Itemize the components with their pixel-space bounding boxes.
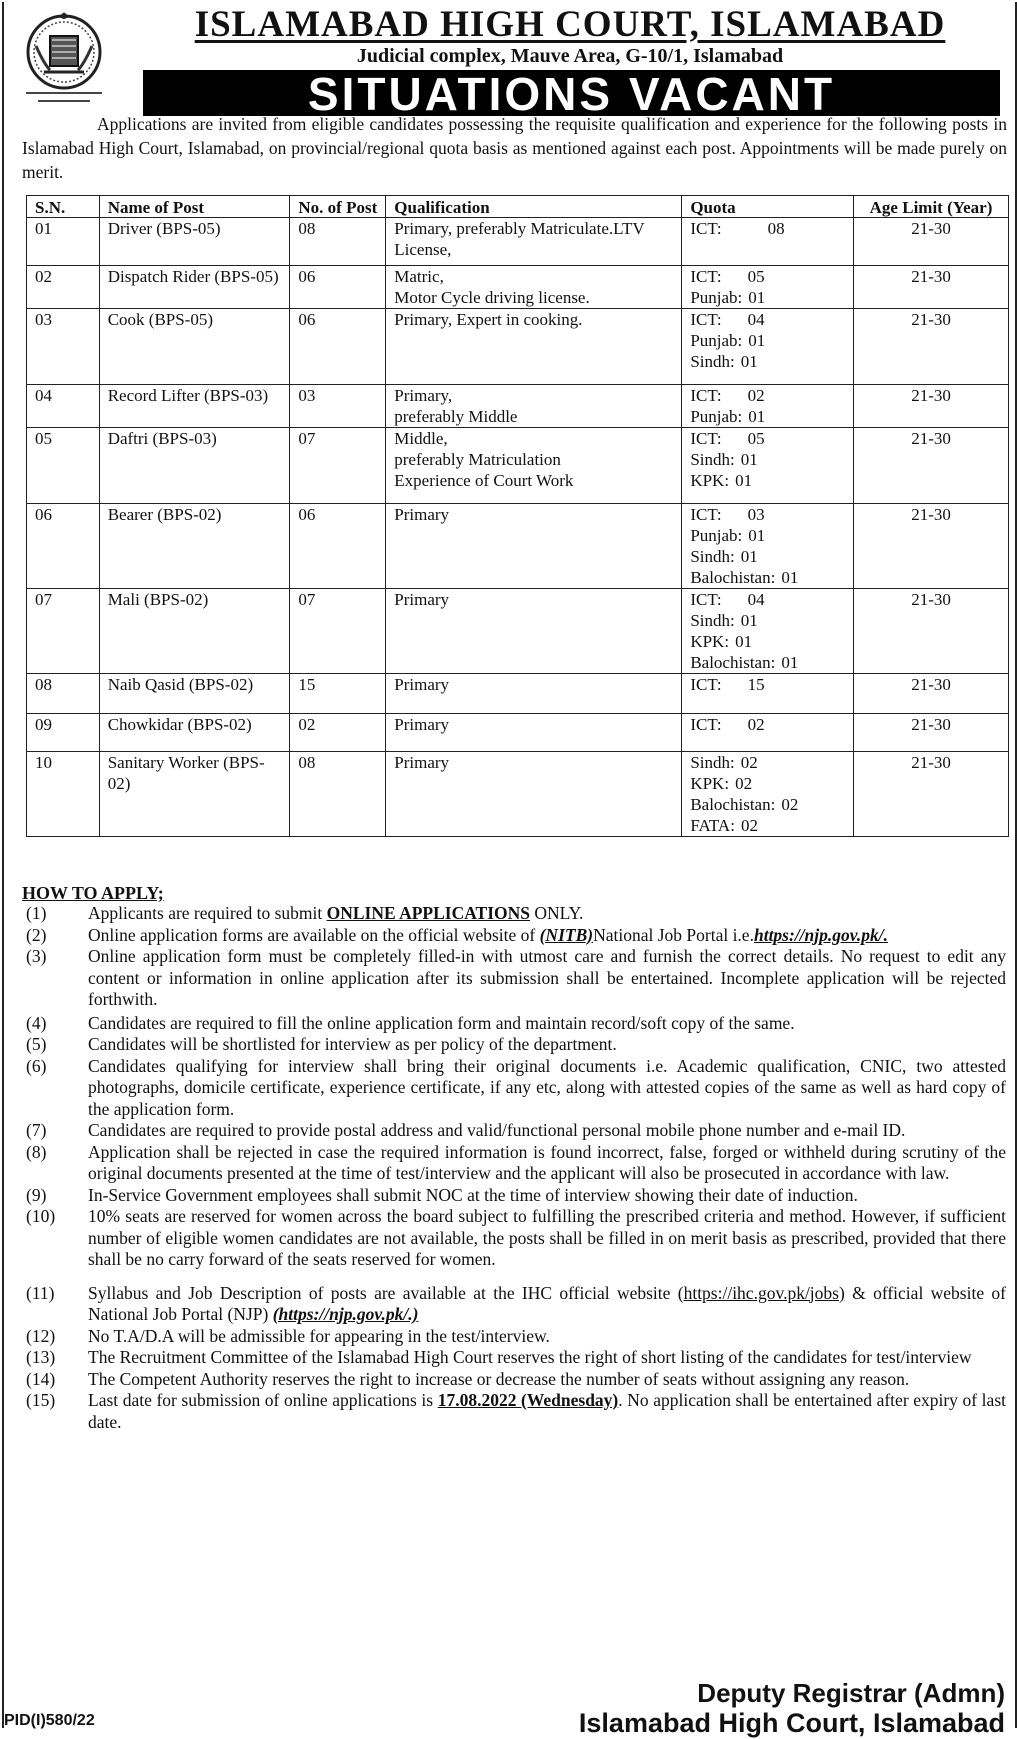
quota-entry	[690, 546, 845, 567]
quota-entry	[690, 266, 845, 287]
cell-age-limit: 21-30	[854, 218, 1009, 266]
cell-qualification: Matric, Motor Cycle driving license.	[386, 266, 682, 309]
cell-post-name: Chowkidar (BPS-02)	[99, 714, 290, 752]
item-text: Application shall be rejected in case the required information is found incorrect, false, forged or withheld during scrutiny of the original documents presented at the time of test/interview and the applicant will also be prosecuted in accordance with law.	[88, 1141, 1006, 1183]
apply-instruction-item	[26, 1369, 1006, 1391]
quota-count: 01	[740, 352, 758, 371]
cell-post-count: 07	[290, 428, 386, 504]
quota-region: Punjab:	[690, 288, 743, 307]
cell-post-count: 06	[290, 266, 386, 309]
cell-sn: 09	[27, 714, 100, 752]
cell-post-count: 02	[290, 714, 386, 752]
header-age: Age Limit (Year)	[854, 196, 1009, 218]
quota-region: Punjab:	[690, 331, 743, 350]
cell-post-name: Record Lifter (BPS-03)	[99, 385, 290, 428]
quota-entry	[690, 525, 845, 546]
header-no: No. of Post	[290, 196, 386, 218]
cell-quota	[682, 309, 854, 385]
quota-entry	[690, 567, 845, 588]
quota-count: 02	[747, 715, 765, 734]
apply-instruction-item	[26, 1326, 1006, 1348]
item-number: (15)	[26, 1390, 56, 1410]
quota-entry	[690, 218, 845, 239]
quota-entry	[690, 330, 845, 351]
quota-entry	[690, 385, 845, 406]
cell-age-limit: 21-30	[854, 752, 1009, 837]
quota-region: ICT:	[690, 715, 722, 734]
item-number: (9)	[26, 1184, 47, 1205]
cell-qualification: Primary	[386, 752, 682, 837]
quota-count: 01	[748, 526, 766, 545]
item-text: 10% seats are reserved for women across the board subject to fulfilling the prescribed criteria and method. However, if sufficient number of eligible women candidates are not available, the posts shall be filled in on merit basis as prescribed, provided that there shall be no carry forward of the seats reserved for women.	[88, 1206, 1006, 1269]
item-number: (2)	[26, 924, 47, 945]
cell-quota	[682, 589, 854, 674]
apply-instruction-item	[26, 1034, 1006, 1056]
table-row	[27, 266, 1009, 309]
court-title: ISLAMABAD HIGH COURT, ISLAMABAD	[194, 4, 946, 45]
quota-region: KPK:	[690, 632, 730, 651]
how-to-apply-list	[26, 903, 1006, 1433]
court-seal-logo	[22, 6, 106, 114]
header-sn: S.N.	[27, 196, 100, 218]
text-part: Online application forms are available on the official website of	[88, 924, 540, 945]
quota-region: FATA:	[690, 816, 735, 835]
apply-instruction-item	[26, 1120, 1006, 1142]
quota-region: KPK:	[690, 774, 730, 793]
apply-instruction-item	[26, 1390, 1006, 1433]
quota-count: 01	[748, 331, 766, 350]
emphasis-text: ONLINE APPLICATIONS	[326, 903, 531, 923]
cell-sn: 04	[27, 385, 100, 428]
quota-entry	[690, 449, 845, 470]
table-row	[27, 504, 1009, 589]
quota-count: 01	[735, 632, 753, 651]
quota-entry	[690, 631, 845, 652]
cell-post-count: 15	[290, 674, 386, 714]
cell-post-count: 08	[290, 752, 386, 837]
quota-entry	[690, 589, 845, 610]
cell-quota	[682, 714, 854, 752]
cell-quota	[682, 385, 854, 428]
quota-count: 03	[747, 505, 765, 524]
cell-quota	[682, 504, 854, 589]
quota-count: 02	[740, 753, 758, 772]
cell-qualification: Middle, preferably Matriculation Experience of Court Work	[386, 428, 682, 504]
quota-entry	[690, 309, 845, 330]
court-address: Judicial complex, Mauve Area, G-10/1, Islamabad	[356, 45, 784, 67]
item-text: The Recruitment Committee of the Islamabad High Court reserves the right of short listing of the candidates for test/interview	[88, 1347, 972, 1367]
pid-number: PID(I)580/22	[4, 1712, 95, 1729]
cell-post-name: Daftri (BPS-03)	[99, 428, 290, 504]
item-text	[88, 903, 1006, 925]
apply-instruction-item	[26, 1185, 1006, 1207]
header-quota: Quota	[682, 196, 854, 218]
cell-quota	[682, 752, 854, 837]
item-text: The Competent Authority reserves the right to increase or decrease the number of seats without assigning any reason.	[88, 1368, 910, 1389]
quota-count: 08	[767, 219, 785, 238]
signatory-office: Islamabad High Court, Islamabad	[578, 1708, 1005, 1738]
quota-count: 01	[781, 568, 799, 587]
cell-age-limit: 21-30	[854, 589, 1009, 674]
website-link[interactable]: (https://ihc.gov.pk/jobs)	[677, 1282, 845, 1303]
signatory-title: Deputy Registrar (Admn)	[697, 1678, 1005, 1708]
cell-quota	[682, 674, 854, 714]
item-text	[88, 1283, 1006, 1326]
quota-region: ICT:	[690, 267, 722, 286]
quota-region: ICT:	[690, 590, 722, 609]
quota-region: Balochistan:	[690, 568, 776, 587]
header-qualification: Qualification	[386, 196, 682, 218]
item-text: Online application form must be completely filled-in with utmost care and furnish the correct details. No request to edit any content or information in online application after its submission shall be entertained. Incomplete application will be rejected forthwith.	[88, 946, 1006, 1009]
quota-entry	[690, 287, 845, 308]
apply-instruction-item	[26, 1142, 1006, 1185]
item-number: (3)	[26, 946, 47, 966]
item-text	[88, 1390, 1006, 1433]
quota-count: 02	[740, 816, 758, 835]
cell-post-name: Cook (BPS-05)	[99, 309, 290, 385]
table-row	[27, 309, 1009, 385]
quota-count: 01	[740, 547, 758, 566]
quota-region: Sindh:	[690, 611, 735, 630]
cell-post-name: Bearer (BPS-02)	[99, 504, 290, 589]
quota-region: ICT:	[690, 219, 722, 238]
quota-entry	[690, 752, 845, 773]
item-number: (13)	[26, 1347, 56, 1367]
quota-count: 01	[740, 450, 758, 469]
cell-quota	[682, 428, 854, 504]
table-row	[27, 752, 1009, 837]
quota-region: ICT:	[690, 505, 722, 524]
cell-qualification: Primary	[386, 674, 682, 714]
quota-region: Punjab:	[690, 407, 743, 426]
quota-count: 01	[781, 653, 799, 672]
cell-post-name: Driver (BPS-05)	[99, 218, 290, 266]
quota-entry	[690, 815, 845, 836]
posts-table	[26, 195, 1009, 837]
text-part: . No application shall be entertained after expiry of last date.	[88, 1390, 1006, 1432]
cell-sn: 06	[27, 504, 100, 589]
cell-post-name: Mali (BPS-02)	[99, 589, 290, 674]
quota-region: Balochistan:	[690, 795, 776, 814]
quota-count: 01	[735, 471, 753, 490]
quota-entry	[690, 714, 845, 735]
quota-count: 05	[747, 429, 765, 448]
quota-region: Sindh:	[690, 450, 735, 469]
apply-instruction-item	[26, 1283, 1006, 1326]
table-row	[27, 674, 1009, 714]
item-number: (14)	[26, 1368, 56, 1389]
item-number: (12)	[26, 1325, 56, 1346]
quota-region: ICT:	[690, 675, 722, 694]
cell-age-limit: 21-30	[854, 385, 1009, 428]
cell-age-limit: 21-30	[854, 504, 1009, 589]
emphasis-text: 17.08.2022 (Wednesday)	[437, 1390, 619, 1410]
quota-region: KPK:	[690, 471, 730, 490]
item-number: (10)	[26, 1206, 56, 1226]
quota-region: ICT:	[690, 310, 722, 329]
item-text: Candidates will be shortlisted for interview as per policy of the department.	[88, 1034, 617, 1054]
item-number: (11)	[26, 1282, 55, 1303]
table-row	[27, 218, 1009, 266]
quota-region: ICT:	[690, 386, 722, 405]
cell-post-name: Naib Qasid (BPS-02)	[99, 674, 290, 714]
item-number: (5)	[26, 1034, 47, 1054]
item-text: Candidates are required to fill the online application form and maintain record/soft copy of the same.	[88, 1012, 795, 1033]
cell-post-name: Dispatch Rider (BPS-05)	[99, 266, 290, 309]
cell-age-limit: 21-30	[854, 309, 1009, 385]
quota-count: 04	[747, 310, 765, 329]
cell-post-name: Sanitary Worker (BPS-02)	[99, 752, 290, 837]
cell-post-count: 06	[290, 309, 386, 385]
item-number: (1)	[26, 903, 47, 923]
how-to-apply-heading: HOW TO APPLY;	[22, 883, 164, 903]
apply-instruction-item	[26, 925, 1006, 947]
quota-region: Sindh:	[690, 352, 735, 371]
cell-post-count: 06	[290, 504, 386, 589]
emphasis-text: (NITB)	[539, 924, 594, 945]
cell-qualification: Primary	[386, 714, 682, 752]
quota-count: 02	[735, 774, 753, 793]
cell-post-count: 03	[290, 385, 386, 428]
item-text: In-Service Government employees shall submit NOC at the time of interview showing their date of induction.	[88, 1184, 858, 1205]
cell-sn: 07	[27, 589, 100, 674]
quota-entry	[690, 351, 845, 372]
quota-region: Punjab:	[690, 526, 743, 545]
quota-count: 02	[747, 386, 765, 405]
quota-entry	[690, 674, 845, 695]
apply-instruction-item	[26, 946, 1006, 1011]
quota-entry	[690, 470, 845, 491]
cell-sn: 01	[27, 218, 100, 266]
table-row	[27, 385, 1009, 428]
apply-instruction-item	[26, 1347, 1006, 1369]
quota-region: ICT:	[690, 429, 722, 448]
table-row	[27, 714, 1009, 752]
quota-region: Sindh:	[690, 547, 735, 566]
quota-entry	[690, 773, 845, 794]
item-number: (6)	[26, 1055, 47, 1076]
quota-count: 01	[748, 288, 766, 307]
text-part: & official website of National Job Portal (NJP)	[88, 1282, 1007, 1324]
apply-instruction-item	[26, 903, 1006, 925]
quota-entry	[690, 504, 845, 525]
cell-qualification: Primary, preferably Matriculate.LTV License,	[386, 218, 682, 266]
quota-count: 02	[781, 795, 799, 814]
cell-sn: 03	[27, 309, 100, 385]
text-part: Applicants are required to submit	[88, 903, 327, 923]
cell-sn: 02	[27, 266, 100, 309]
quota-count: 01	[740, 611, 758, 630]
cell-post-count: 07	[290, 589, 386, 674]
quota-entry	[690, 406, 845, 427]
table-row	[27, 428, 1009, 504]
cell-sn: 08	[27, 674, 100, 714]
item-text: No T.A/D.A will be admissible for appearing in the test/interview.	[88, 1325, 550, 1346]
quota-count: 05	[747, 267, 765, 286]
cell-age-limit: 21-30	[854, 266, 1009, 309]
quota-count: 01	[748, 407, 766, 426]
website-link[interactable]: (https://njp.gov.pk/.)	[272, 1304, 419, 1324]
text-part: Last date for submission of online applications is	[88, 1390, 438, 1410]
website-link[interactable]: https://njp.gov.pk/.	[753, 924, 888, 945]
quota-count: 04	[747, 590, 765, 609]
cell-sn: 10	[27, 752, 100, 837]
quota-region: Balochistan:	[690, 653, 776, 672]
item-text: Candidates are required to provide postal address and valid/functional personal mobile phone number and e-mail ID.	[88, 1120, 906, 1140]
apply-instruction-item	[26, 1206, 1006, 1271]
text-part: National Job Portal i.e.	[593, 924, 754, 945]
cell-age-limit: 21-30	[854, 428, 1009, 504]
cell-sn: 05	[27, 428, 100, 504]
cell-qualification: Primary, Expert in cooking.	[386, 309, 682, 385]
quota-entry	[690, 652, 845, 673]
cell-post-count: 08	[290, 218, 386, 266]
cell-qualification: Primary	[386, 504, 682, 589]
apply-instruction-item	[26, 1056, 1006, 1121]
quota-entry	[690, 428, 845, 449]
cell-qualification: Primary	[386, 589, 682, 674]
quota-entry	[690, 610, 845, 631]
text-part: ONLY.	[530, 903, 584, 923]
quota-count: 15	[747, 675, 765, 694]
item-number: (4)	[26, 1012, 47, 1033]
quota-region: Sindh:	[690, 753, 735, 772]
apply-instruction-item	[26, 1013, 1006, 1035]
cell-quota	[682, 266, 854, 309]
table-row	[27, 589, 1009, 674]
cell-age-limit: 21-30	[854, 714, 1009, 752]
header-name: Name of Post	[99, 196, 290, 218]
item-text: Candidates qualifying for interview shall bring their original documents i.e. Academic qualification, CNIC, two attested photographs, domicile certificate, experience certificate, if any etc, along with attested copies of the same as well as hard copy of the application form.	[88, 1055, 1006, 1119]
item-text	[88, 925, 1006, 947]
cell-qualification: Primary, preferably Middle	[386, 385, 682, 428]
quota-entry	[690, 794, 845, 815]
situations-vacant-banner: SITUATIONS VACANT	[143, 70, 1000, 116]
table-header-row	[27, 196, 1009, 218]
intro-paragraph: Applications are invited from eligible candidates possessing the requisite qualification and experience for the following posts in Islamabad High Court, Islamabad, on provincial/regional quota basis as mentioned against each post. Appointments will be made purely on merit.	[22, 114, 1007, 182]
text-part: Syllabus and Job Description of posts are available at the IHC official website	[88, 1282, 678, 1303]
item-number: (8)	[26, 1141, 47, 1162]
cell-age-limit: 21-30	[854, 674, 1009, 714]
cell-quota	[682, 218, 854, 266]
item-number: (7)	[26, 1120, 47, 1140]
